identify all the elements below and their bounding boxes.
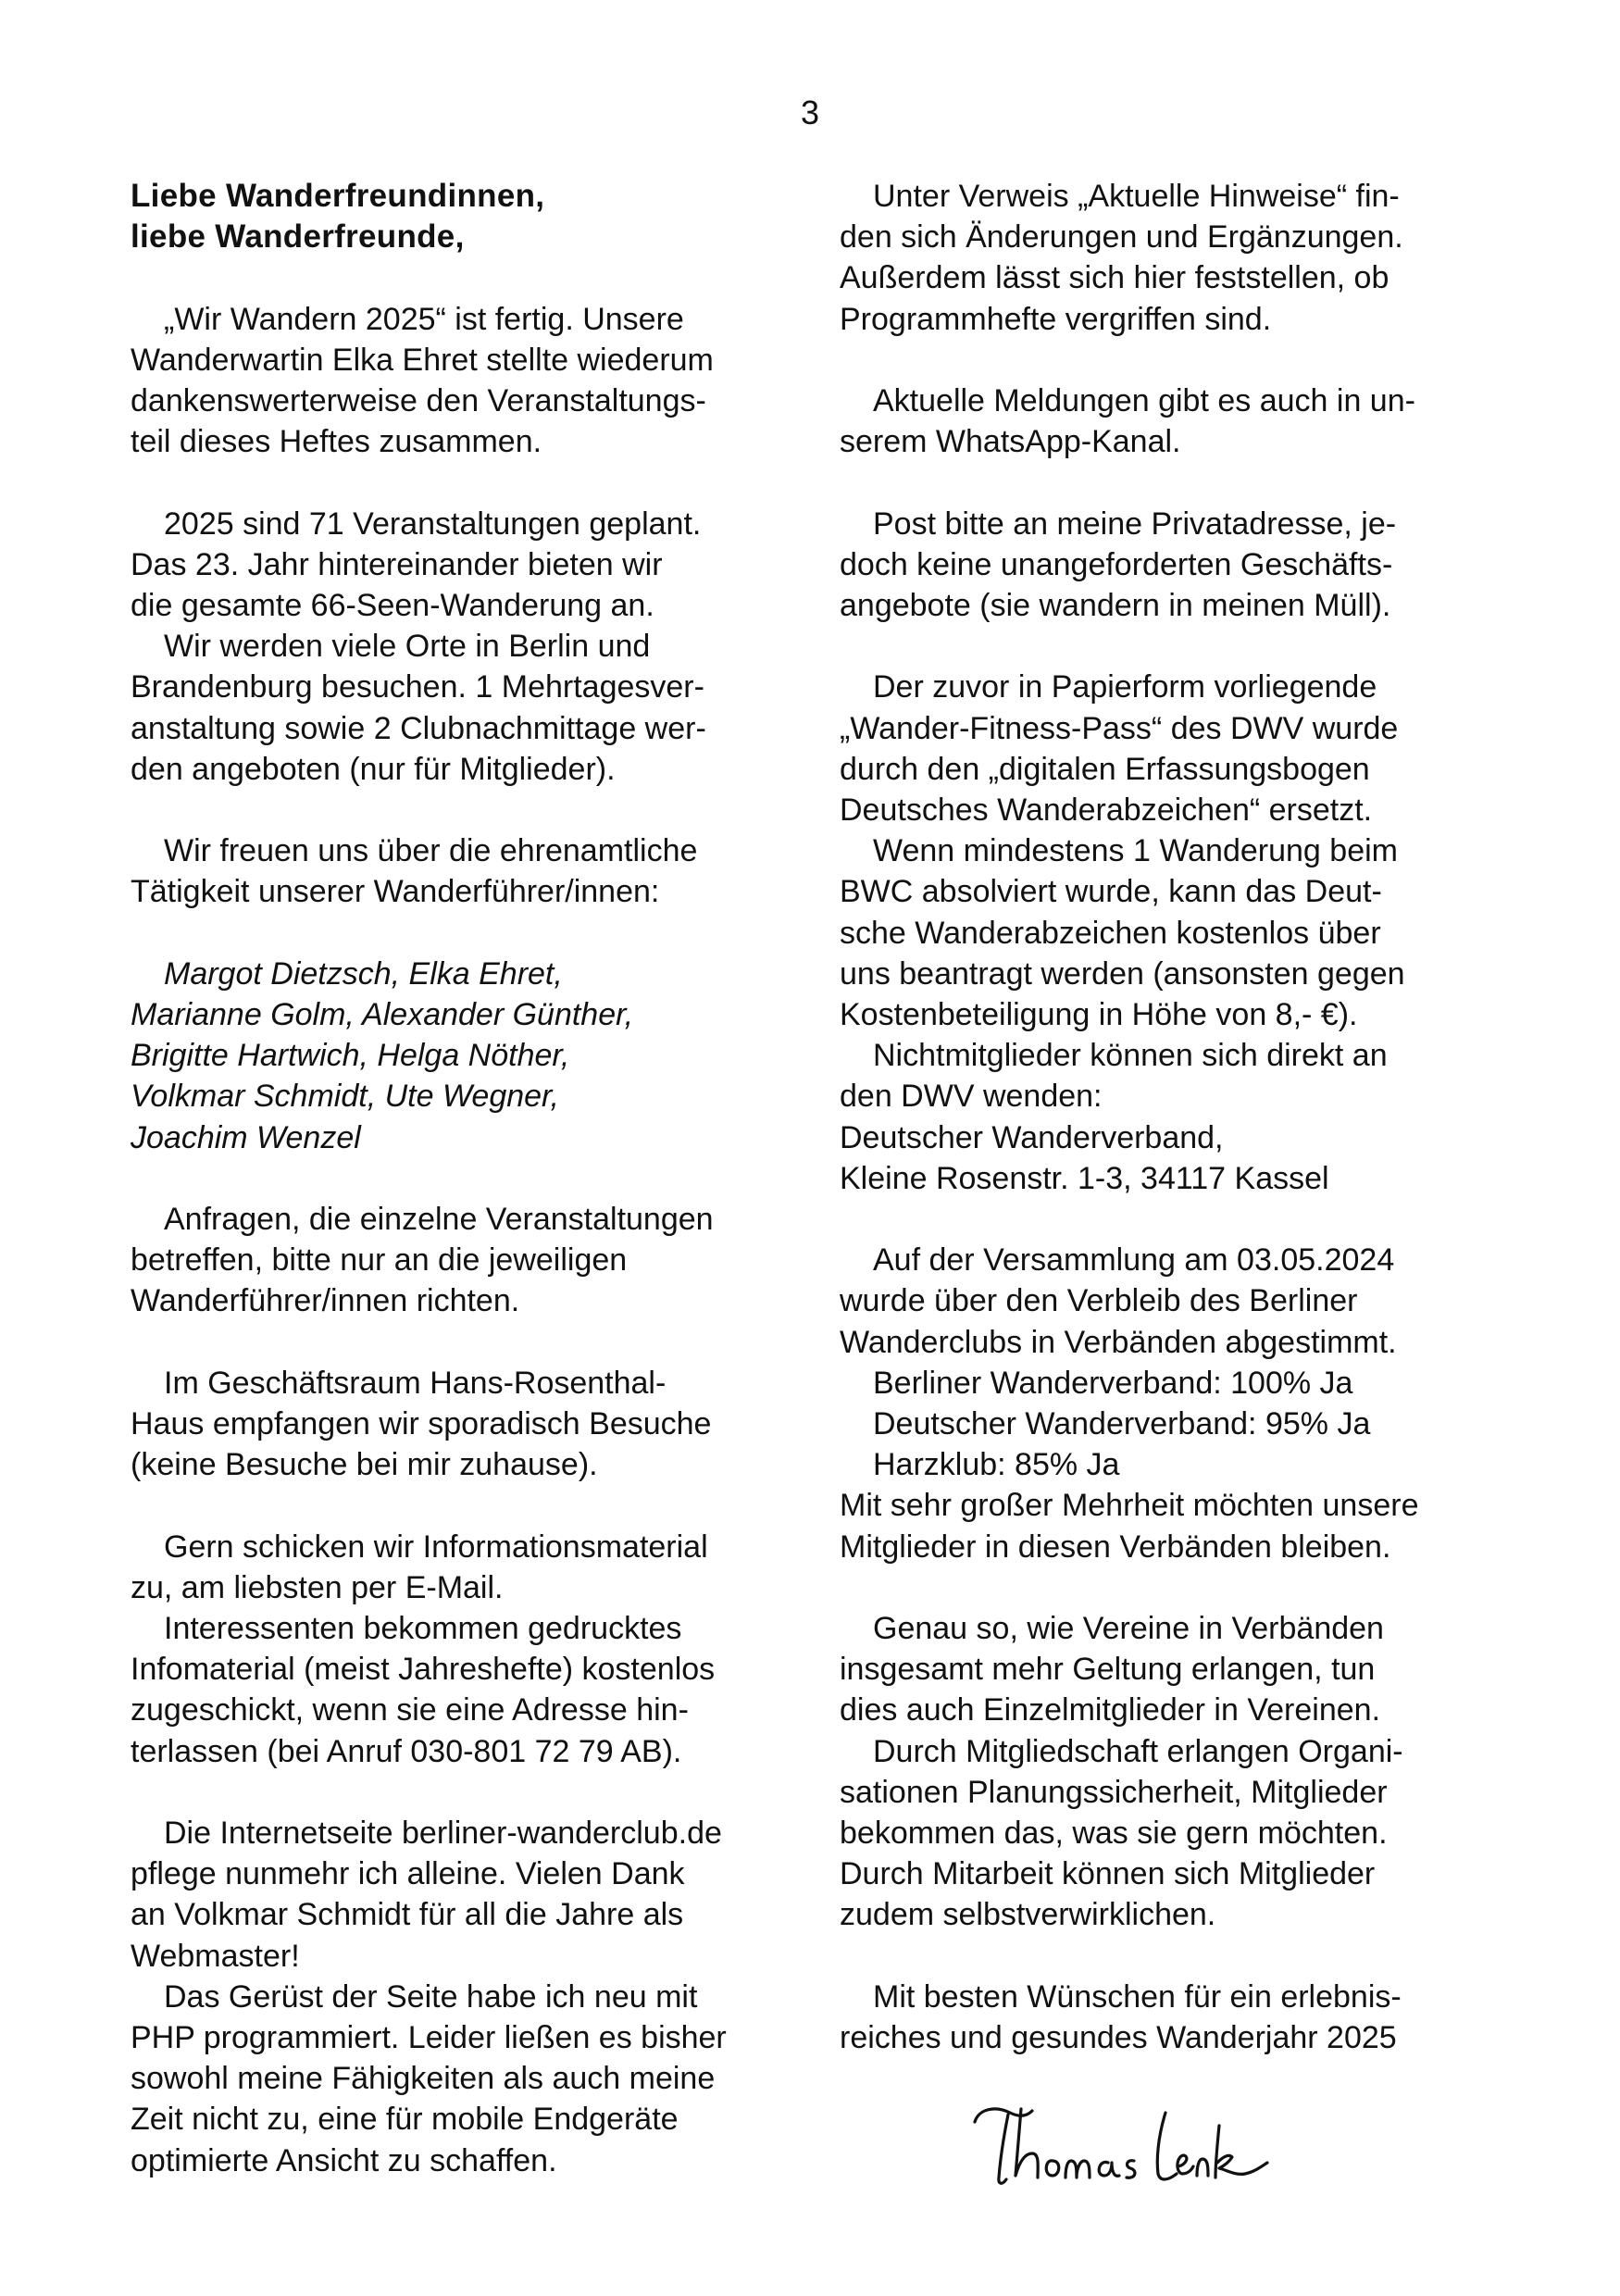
text-line: „Wander-Fitness-Pass“ des DWV wurde (840, 710, 1399, 746)
text-line: pflege nunmehr ich alleine. Vielen Dank (131, 1856, 685, 1892)
text-line: serem WhatsApp-Kanal. (840, 424, 1181, 460)
text-line: BWC absolviert wurde, kann das Deut- (840, 874, 1382, 910)
text-line: Wenn mindestens 1 Wanderung beim (873, 833, 1398, 869)
text-line: PHP programmiert. Leider ließen es bisher (131, 2020, 727, 2056)
paragraph-verweis (840, 176, 1515, 340)
leader-line: Marianne Golm, Alexander Günther, (131, 997, 634, 1032)
leader-line: Margot Dietzsch, Elka Ehret, (164, 955, 563, 992)
text-line: Mitglieder in diesen Verbänden bleiben. (840, 1529, 1391, 1565)
text-line: zu, am liebsten per E-Mail. (131, 1569, 504, 1605)
text-line: Post bitte an meine Privatadresse, je- (873, 505, 1397, 542)
paragraph-nichtmitglieder (840, 1035, 1515, 1199)
paragraph-geltung (840, 1608, 1515, 1731)
text-line: Wanderwartin Elka Ehret stellte wiederum (131, 342, 714, 378)
text-line: dies auch Einzelmitglieder in Vereinen. (840, 1692, 1381, 1728)
paragraph-mitgliedschaft (840, 1731, 1515, 1936)
text-line: reiches und gesundes Wanderjahr 2025 (840, 2020, 1397, 2056)
text-line: insgesamt mehr Geltung erlangen, tun (840, 1652, 1376, 1688)
text-line: Unter Verweis „Aktuelle Hinweise“ fin- (873, 179, 1400, 214)
text-line: durch den „digitalen Erfassungsbogen (840, 751, 1370, 787)
text-line: Wir werden viele Orte in Berlin und (164, 629, 651, 665)
text-line: Nichtmitglieder können sich direkt an (873, 1038, 1388, 1074)
paragraph-versammlung (840, 1240, 1515, 1363)
text-line: Deutsches Wanderabzeichen“ ersetzt. (840, 792, 1373, 828)
text-line: terlassen (bei Anruf 030-801 72 79 AB). (131, 1733, 682, 1769)
paragraph-anfragen (131, 1199, 806, 1322)
paragraph-abzeichen (840, 830, 1515, 1035)
paragraph-interessenten (131, 1608, 806, 1772)
text-line: den DWV wenden: (840, 1079, 1103, 1115)
text-line: Haus empfangen wir sporadisch Besuche (131, 1406, 712, 1441)
text-line: Anfragen, die einzelne Veranstaltungen (164, 1202, 714, 1237)
paragraph-mehrheit (840, 1485, 1515, 1566)
text-line: Zeit nicht zu, eine für mobile Endgeräte (131, 2102, 679, 2138)
text-line: den angeboten (nur für Mitglieder). (131, 751, 616, 787)
paragraph-plan (131, 504, 806, 627)
text-line: sationen Planungssicherheit, Mitglieder (840, 1774, 1388, 1810)
text-line: Mit sehr großer Mehrheit möchten unsere (840, 1488, 1419, 1524)
paragraph-post (840, 504, 1515, 627)
text-line: Wir freuen uns über die ehrenamtliche (164, 833, 698, 869)
left-column (131, 176, 806, 2181)
text-line: betreffen, bitte nur an die jeweiligen (131, 1242, 628, 1279)
leader-line: Joachim Wenzel (131, 1119, 361, 1155)
text-line: Aktuelle Meldungen gibt es auch in un- (873, 383, 1415, 418)
text-line: zugeschickt, wenn sie eine Adresse hin- (131, 1692, 689, 1728)
text-line: Wanderführer/innen richten. (131, 1283, 520, 1319)
text-line: uns beantragt werden (ansonsten gegen (840, 955, 1405, 992)
text-line: Kostenbeteiligung in Höhe von 8,- €). (840, 997, 1358, 1033)
text-line: Die Internetseite berliner-wanderclub.de (164, 1816, 722, 1851)
leader-list (131, 954, 806, 1158)
text-line: bekommen das, was sie gern möchten. (840, 1816, 1388, 1852)
text-line: wurde über den Verbleib des Berliner (840, 1283, 1358, 1319)
text-line: Mit besten Wünschen für ein erlebnis- (873, 1978, 1402, 2015)
text-line: Auf der Versammlung am 03.05.2024 (873, 1242, 1395, 1279)
greeting-line: liebe Wanderfreunde, (131, 218, 465, 256)
text-line: Brandenburg besuchen. 1 Mehrtagesver- (131, 669, 704, 705)
text-line: Durch Mitgliedschaft erlangen Organi- (873, 1733, 1403, 1769)
leader-line: Volkmar Schmidt, Ute Wegner, (131, 1079, 559, 1115)
greeting (131, 176, 806, 257)
page-number: 3 (800, 94, 820, 131)
text-line: „Wir Wandern 2025“ ist fertig. Unsere (164, 301, 684, 337)
text-line: doch keine unangeforderten Geschäfts- (840, 546, 1393, 582)
greeting-line: Liebe Wanderfreundinnen, (131, 178, 545, 214)
text-line: Programmhefte vergriffen sind. (840, 301, 1272, 337)
leader-line: Brigitte Hartwich, Helga Nöther, (131, 1038, 570, 1074)
text-line: Das 23. Jahr hintereinander bieten wir (131, 546, 663, 582)
vote-line: Deutscher Wanderverband: 95% Ja (873, 1406, 1371, 1442)
text-line: Interessenten bekommen gedrucktes (164, 1611, 682, 1646)
paragraph-pass (840, 667, 1515, 830)
paragraph-info (131, 1527, 806, 1608)
text-line: dankenswerterweise den Veranstaltungs- (131, 383, 706, 418)
paragraph-orte (131, 626, 806, 790)
paragraph-web (131, 1813, 806, 1977)
text-line: Wanderclubs in Verbänden abgestimmt. (840, 1324, 1397, 1360)
text-line: Außerdem lässt sich hier feststellen, ob (840, 260, 1389, 296)
text-line: zudem selbstverwirklichen. (840, 1897, 1216, 1933)
vote-results (840, 1363, 1515, 1486)
text-line: Gern schicken wir Informationsmaterial (164, 1529, 708, 1565)
paragraph-intro (131, 299, 806, 463)
text-line: angebote (sie wandern in meinen Müll). (840, 588, 1391, 623)
handwritten-signature (967, 2092, 1273, 2203)
text-line: (keine Besuche bei mir zuhause). (131, 1447, 598, 1483)
text-line: Das Gerüst der Seite habe ich neu mit (164, 1978, 698, 2015)
text-line: anstaltung sowie 2 Clubnachmittage wer- (131, 710, 706, 746)
text-line: Genau so, wie Vereine in Verbänden (873, 1611, 1384, 1647)
vote-line: Berliner Wanderverband: 100% Ja (873, 1365, 1353, 1401)
text-line: 2025 sind 71 Veranstaltungen geplant. (164, 505, 702, 542)
text-line: Kleine Rosenstr. 1-3, 34117 Kassel (840, 1160, 1329, 1196)
text-line: an Volkmar Schmidt für all die Jahre als (131, 1897, 684, 1933)
text-line: die gesamte 66-Seen-Wanderung an. (131, 588, 654, 623)
text-line: Im Geschäftsraum Hans-Rosenthal- (164, 1365, 667, 1401)
text-line: sowohl meine Fähigkeiten als auch meine (131, 2061, 716, 2097)
text-line: sche Wanderabzeichen kostenlos über (840, 915, 1381, 951)
text-line: teil dieses Heftes zusammen. (131, 424, 542, 460)
text-line: Durch Mitarbeit können sich Mitglieder (840, 1856, 1376, 1892)
paragraph-whatsapp (840, 381, 1515, 462)
text-line: optimierte Ansicht zu schaffen. (131, 2142, 557, 2178)
text-line: Webmaster! (131, 1938, 300, 1974)
text-line: Deutscher Wanderverband, (840, 1119, 1224, 1155)
right-column (840, 176, 1515, 2058)
paragraph-raum (131, 1363, 806, 1486)
text-line: Tätigkeit unserer Wanderführer/innen: (131, 874, 660, 910)
vote-line: Harzklub: 85% Ja (873, 1447, 1120, 1483)
text-line: Der zuvor in Papierform vorliegende (873, 669, 1377, 705)
paragraph-php (131, 1977, 806, 2181)
text-line: Infomaterial (meist Jahreshefte) kostenlos (131, 1652, 716, 1688)
paragraph-gruss (840, 1977, 1515, 2058)
text-line: den sich Änderungen und Ergänzungen. (840, 219, 1403, 256)
paragraph-dank (131, 830, 806, 912)
